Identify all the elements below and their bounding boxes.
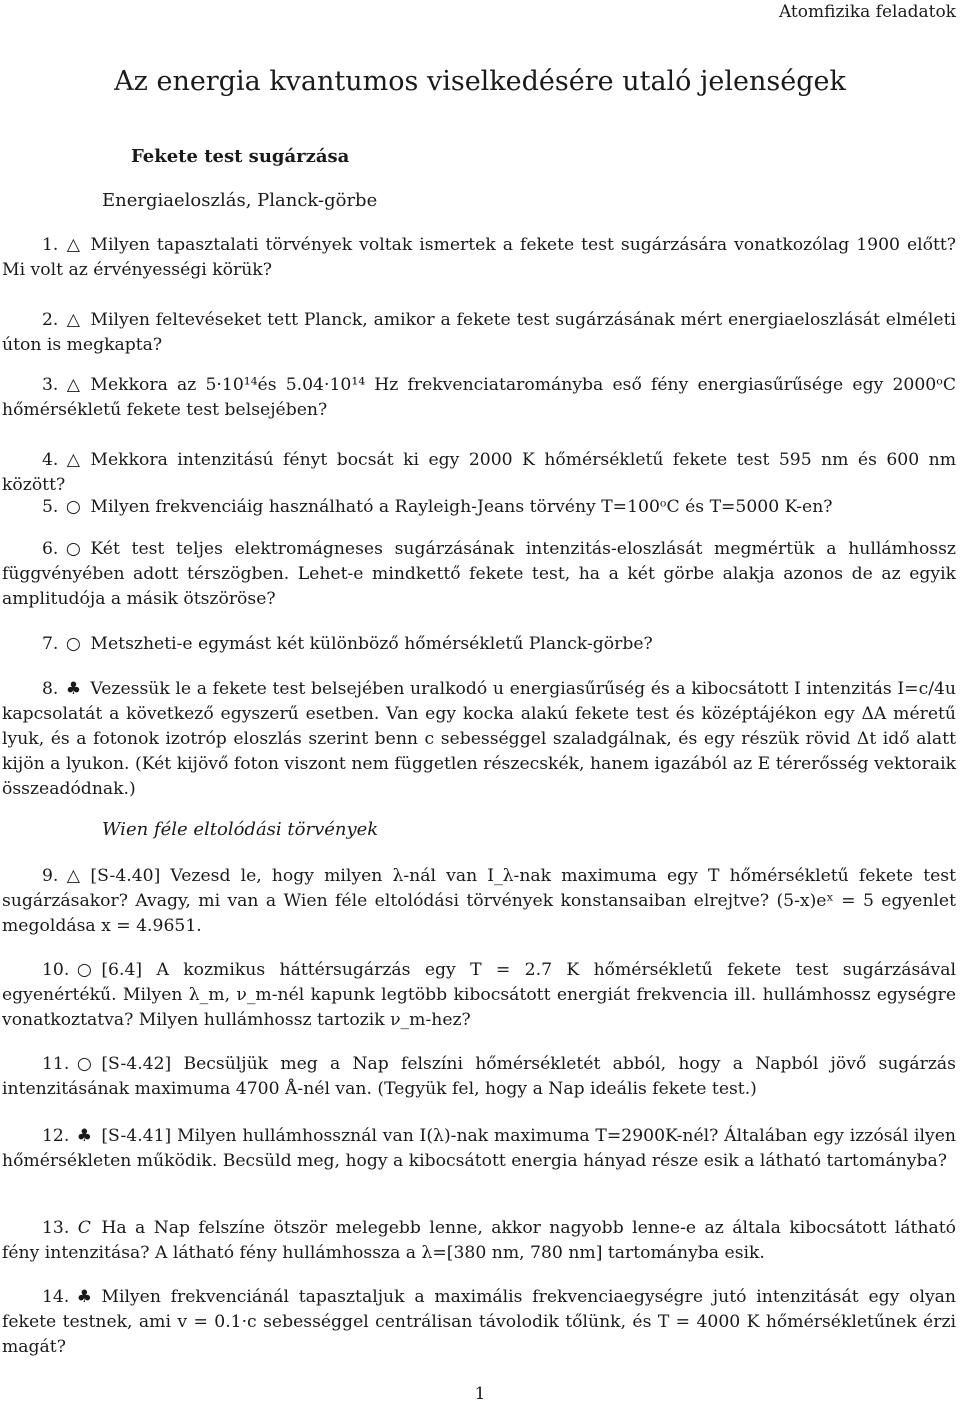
problem-text: Milyen frekvenciánál tapasztaljuk a maximális frekvenciaegységre jutó intenzitását egy olyan fekete testnek, ami v = 0.1·c sebességgel centrálisan távolodik tőlünk, és T = 4000 K hőmérsékletűnek érzi magát? (2, 1287, 956, 1357)
problem-text: Mekkora az 5·10¹⁴és 5.04·10¹⁴ Hz frekvenciatarományba eső fény energiasűrűsége egy 2000ᵒC hőmérsékletű fekete test belsejében? (2, 375, 956, 420)
problem-number: 2. (42, 310, 59, 330)
problem-2 (2, 308, 956, 358)
problem-text: Ha a Nap felszíne ötször melegebb lenne, akkor nagyobb lenne-e az általa kibocsátott látható fény intenzitása? A látható fény hullámhossza a λ=[380 nm, 780 nm] tartományba esik. (2, 1218, 956, 1263)
subsection-heading: Energiaeloszlás, Planck-görbe (102, 190, 378, 211)
club-icon: ♣ (65, 679, 82, 699)
circle-icon: ○ (65, 497, 81, 517)
problem-6 (2, 537, 956, 612)
problem-13 (2, 1216, 956, 1266)
problem-number: 13. (42, 1218, 70, 1238)
page-title: Az energia kvantumos viselkedésére utaló jelenségek (114, 66, 846, 97)
section-heading: Fekete test sugárzása (131, 146, 350, 167)
circle-icon: ○ (76, 960, 92, 980)
problem-text: Milyen feltevéseket tett Planck, amikor a fekete test sugárzásának mért energiaeloszlását elméleti úton is megkapta? (2, 310, 956, 355)
running-header: Atomfizika feladatok (778, 2, 956, 22)
problem-text: [S-4.42] Becsüljük meg a Nap felszíni hőmérsékletét abból, hogy a Napból jövő sugárzás intenzitásának maximuma 4700 Å-nél van. (Tegyük fel, hogy a Nap ideális fekete test.) (2, 1054, 956, 1099)
problem-4 (2, 448, 956, 498)
problem-number: 11. (42, 1054, 70, 1074)
triangle-icon: △ (66, 450, 81, 470)
problem-text: Milyen tapasztalati törvények voltak ismertek a fekete test sugárzására vonatkozólag 1900 előtt? Mi volt az érvényességi körük? (2, 235, 956, 280)
problem-number: 7. (42, 634, 59, 654)
problem-9 (2, 864, 956, 939)
problem-5 (2, 495, 956, 520)
problem-number: 1. (42, 235, 59, 255)
problem-7 (2, 632, 956, 657)
problem-3 (2, 373, 956, 423)
club-icon: ♣ (76, 1126, 93, 1146)
problem-number: 10. (42, 960, 70, 980)
problem-text: [S-4.41] Milyen hullámhossznál van I(λ)-nak maximuma T=2900K-nél? Általában egy izzósál ilyen hőmérsékleten működik. Becsüld meg, hogy a kibocsátott energia hányad része esik a látható tartományba? (2, 1126, 956, 1171)
problem-10 (2, 958, 956, 1033)
problem-number: 14. (42, 1287, 70, 1307)
problem-number: 5. (42, 497, 59, 517)
problem-number: 4. (42, 450, 59, 470)
problem-text: Két test teljes elektromágneses sugárzásának intenzitás-eloszlását megmértük a hullámhossz függvényében adott térszögben. Lehet-e mindkettő fekete test, ha a két görbe alakja azonos de az egyik amplitudója a másik ötszöröse? (2, 539, 956, 609)
triangle-icon: △ (66, 310, 81, 330)
calligraphic-c-icon: C (77, 1218, 91, 1238)
circle-icon: ○ (65, 634, 81, 654)
circle-icon: ○ (65, 539, 81, 559)
triangle-icon: △ (66, 235, 81, 255)
triangle-icon: △ (66, 375, 81, 395)
problem-text: Milyen frekvenciáig használható a Rayleigh-Jeans törvény T=100ᵒC és T=5000 K-en? (90, 497, 833, 517)
problem-1 (2, 233, 956, 283)
problem-12 (2, 1124, 956, 1174)
problem-number: 3. (42, 375, 59, 395)
problem-number: 6. (42, 539, 59, 559)
problem-number: 12. (42, 1126, 70, 1146)
problem-14 (2, 1285, 956, 1360)
circle-icon: ○ (76, 1054, 92, 1074)
problem-11 (2, 1052, 956, 1102)
problem-text: Vezessük le a fekete test belsejében uralkodó u energiasűrűség és a kibocsátott I intenzitás I=c/4u kapcsolatát a következő egyszerű esetben. Van egy kocka alakú fekete test és középtájékon egy ΔA méretű lyuk, és a fotonok izotróp eloszlás szerint benn c sebességgel szaladgálnak, és egy részük rövid Δt idő alatt kijön a lyukon. (Két kijövő foton viszont nem független részecskék, hanem igazából az E térerősség vektoraik összeadódnak.) (2, 679, 956, 799)
problem-text: [S-4.40] Vezesd le, hogy milyen λ-nál van I_λ-nak maximuma egy T hőmérsékletű fekete test sugárzásakor? Avagy, mi van a Wien féle eltolódási törvények konstansaiban elrejtve? (5-x)eˣ = 5 egyenlet megoldása x = 4.9651. (2, 866, 956, 936)
subsection-heading-wien: Wien féle eltolódási törvények (102, 819, 379, 840)
club-icon: ♣ (76, 1287, 93, 1307)
problem-number: 8. (42, 679, 59, 699)
problem-8 (2, 677, 956, 802)
problem-text: Mekkora intenzitású fényt bocsát ki egy 2000 K hőmérsékletű fekete test 595 nm és 600 nm között? (2, 450, 956, 495)
problem-number: 9. (42, 866, 59, 886)
problem-text: [6.4] A kozmikus háttérsugárzás egy T = 2.7 K hőmérsékletű fekete test sugárzásával egyenértékű. Milyen λ_m, ν_m-nél kapunk legtöbb kibocsátott energiát frekvencia ill. hullámhossz egységre vonatkoztatva? Milyen hullámhossz tartozik ν_m-hez? (2, 960, 956, 1030)
page-number: 1 (474, 1384, 486, 1404)
problem-text: Metszheti-e egymást két különböző hőmérsékletű Planck-görbe? (90, 634, 653, 654)
triangle-icon: △ (66, 866, 81, 886)
